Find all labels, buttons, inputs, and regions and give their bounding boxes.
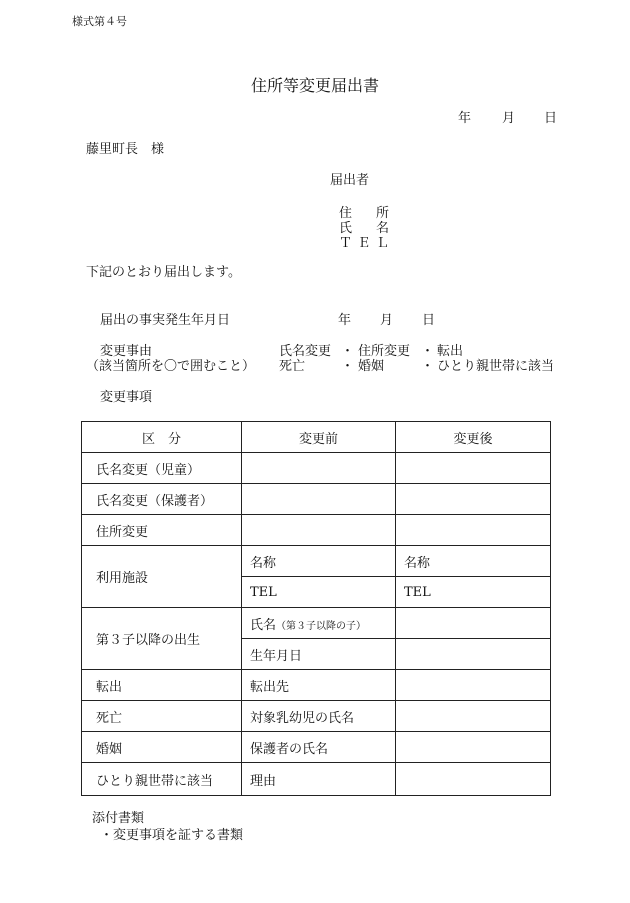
- table-row: [82, 670, 551, 701]
- row-label-death: 死亡: [82, 701, 242, 732]
- single-parent-cell[interactable]: [396, 763, 551, 796]
- death-cell[interactable]: [396, 701, 551, 732]
- change-items-table: [81, 421, 551, 796]
- occurrence-date-label: 届出の事実発生年月日: [100, 313, 231, 328]
- row-label-single-parent: ひとり親世帯に該当: [82, 763, 242, 796]
- header-before: 変更前: [242, 422, 396, 453]
- row-label-move-out: 転出: [82, 670, 242, 701]
- reason-option-single-parent: ひとり親世帯に該当: [437, 359, 555, 374]
- row-label-marriage: 婚姻: [82, 732, 242, 763]
- reason-option-marriage: 婚姻: [358, 359, 385, 374]
- change-reason-options: [279, 344, 554, 374]
- document-title: 住所等変更届出書: [250, 76, 379, 95]
- notifier-label: 届出者: [330, 173, 370, 188]
- date-day: 日: [544, 111, 558, 126]
- notifier-address-label: 住 所: [339, 206, 389, 221]
- form-number: 様式第４号: [72, 15, 127, 28]
- row-label-third-child: 第３子以降の出生: [82, 608, 242, 670]
- reason-separator: ・: [421, 359, 435, 374]
- table-row: [82, 763, 551, 796]
- row-label-address-change: 住所変更: [82, 515, 242, 546]
- header-after: 変更後: [396, 422, 551, 453]
- change-reason-note: （該当箇所を〇で囲むこと）: [86, 359, 256, 374]
- notifier-fields: [339, 206, 389, 251]
- reason-separator: ・: [341, 344, 355, 359]
- date-year: 年: [458, 111, 472, 126]
- name-child-before-cell[interactable]: [242, 453, 396, 484]
- table-header-row: [82, 422, 551, 453]
- occurrence-year: 年: [338, 313, 352, 328]
- table-row: [82, 515, 551, 546]
- notifier-tel-label: ＴＥＬ: [339, 236, 389, 251]
- submission-date: [458, 112, 557, 127]
- address-before-cell[interactable]: [242, 515, 396, 546]
- name-guardian-before-cell[interactable]: [242, 484, 396, 515]
- reason-separator: ・: [341, 359, 355, 374]
- table-row: [82, 546, 551, 577]
- single-parent-field-label: 理由: [242, 763, 396, 796]
- third-child-name-label: [242, 608, 396, 639]
- reason-separator: ・: [421, 344, 435, 359]
- name-guardian-after-cell[interactable]: [396, 484, 551, 515]
- attachment-item: ・変更事項を証する書類: [100, 828, 244, 843]
- row-label-name-child: 氏名変更（児童）: [82, 453, 242, 484]
- header-category: 区 分: [82, 422, 242, 453]
- notifier-name-label: 氏 名: [339, 221, 389, 236]
- third-child-birth-label: 生年月日: [242, 639, 396, 670]
- occurrence-day: 日: [422, 313, 436, 328]
- reason-option-name-change: 氏名変更: [279, 344, 332, 359]
- occurrence-date: [338, 314, 435, 329]
- move-out-field-label: 転出先: [242, 670, 396, 701]
- change-reason: [86, 344, 256, 374]
- row-label-name-guardian: 氏名変更（保護者）: [82, 484, 242, 515]
- table-row: [82, 453, 551, 484]
- date-month: 月: [502, 111, 516, 126]
- addressee: 藤里町長 様: [86, 142, 165, 157]
- facility-before-tel[interactable]: TEL: [242, 577, 396, 608]
- facility-after-tel[interactable]: TEL: [396, 577, 551, 608]
- marriage-field-label: 保護者の氏名: [242, 732, 396, 763]
- table-row: [82, 701, 551, 732]
- death-field-label: 対象乳幼児の氏名: [242, 701, 396, 732]
- third-child-name-text: 氏名: [250, 617, 277, 633]
- table-row: [82, 732, 551, 763]
- facility-before-name[interactable]: 名称: [242, 546, 396, 577]
- change-items-label: 変更事項: [100, 390, 153, 405]
- table-row: [82, 484, 551, 515]
- third-child-name-note: （第３子以降の子）: [276, 620, 367, 632]
- move-out-cell[interactable]: [396, 670, 551, 701]
- change-reason-label: 変更事由: [100, 344, 153, 359]
- reason-option-move-out: 転出: [437, 344, 464, 359]
- attachments-label: 添付書類: [92, 811, 145, 826]
- intro-text: 下記のとおり届出します。: [86, 265, 241, 280]
- reason-options-row-2: [279, 359, 554, 374]
- third-child-birth-cell[interactable]: [396, 639, 551, 670]
- third-child-name-cell[interactable]: [396, 608, 551, 639]
- table-row: [82, 608, 551, 639]
- reason-options-row-1: [279, 344, 554, 359]
- occurrence-month: 月: [380, 313, 394, 328]
- reason-option-address-change: 住所変更: [358, 344, 411, 359]
- reason-option-death: 死亡: [279, 359, 306, 374]
- name-child-after-cell[interactable]: [396, 453, 551, 484]
- row-label-facility: 利用施設: [82, 546, 242, 608]
- address-after-cell[interactable]: [396, 515, 551, 546]
- facility-after-name[interactable]: 名称: [396, 546, 551, 577]
- marriage-cell[interactable]: [396, 732, 551, 763]
